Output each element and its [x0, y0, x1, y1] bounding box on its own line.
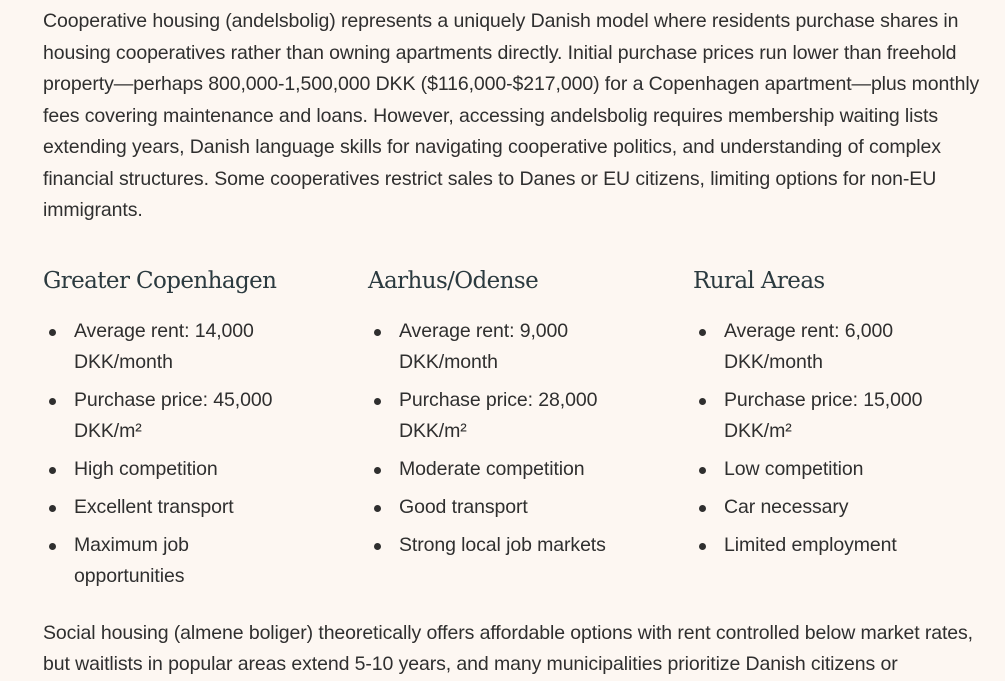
region-list — [693, 316, 1005, 561]
list-item-text: Average rent: 9,000 DKK/month — [399, 319, 569, 373]
bullet-icon — [699, 505, 706, 512]
region-list — [368, 316, 693, 561]
bullet-icon — [49, 467, 56, 474]
list-item — [368, 454, 629, 485]
list-item — [43, 316, 304, 378]
list-item-text: Maximum job opportunities — [74, 533, 189, 587]
bullet-icon — [374, 398, 381, 405]
bullet-icon — [699, 467, 706, 474]
list-item-text: Excellent transport — [74, 495, 234, 518]
list-item-text: Moderate competition — [399, 457, 585, 480]
list-item — [693, 454, 954, 485]
bullet-icon — [699, 329, 706, 336]
closing-paragraph: Social housing (almene boliger) theoretically offers affordable options with rent controlled below market rates, but waitlists in popular areas extend 5-10 years, and many municipalities prioritize Danish citizens or — [43, 621, 973, 675]
bullet-icon — [699, 398, 706, 405]
region-comparison — [43, 266, 983, 599]
list-item — [43, 454, 304, 485]
list-item-text: Purchase price: 15,000 DKK/m² — [724, 388, 923, 442]
bullet-icon — [49, 505, 56, 512]
list-item-text: Car necessary — [724, 495, 849, 518]
list-item — [368, 316, 629, 378]
list-item-text: Purchase price: 28,000 DKK/m² — [399, 388, 598, 442]
intro-paragraph: Cooperative housing (andelsbolig) represents a uniquely Danish model where residents purchase shares in housing cooperatives rather than owning apartments directly. Initial purchase prices run lower than freehold property—perhaps 800,000-1,500,000 DKK ($116,000-$217,000) for a Copenhagen apartment—plus monthly fees covering maintenance and loans. However, accessing andelsbolig requires membership waiting lists extending years, Danish language skills for navigating cooperative politics, and understanding of complex financial structures. Some cooperatives restrict sales to Danes or EU citizens, limiting options for non-EU immigrants. — [43, 10, 980, 221]
region-list — [43, 316, 368, 592]
list-item-text: High competition — [74, 457, 218, 480]
region-title: Greater Copenhagen — [43, 267, 277, 294]
region-column-rural — [693, 266, 1005, 599]
bullet-icon — [374, 543, 381, 550]
list-item — [43, 385, 304, 447]
list-item-text: Low competition — [724, 457, 864, 480]
bullet-icon — [699, 543, 706, 550]
list-item-text: Strong local job markets — [399, 533, 606, 556]
bullet-icon — [374, 467, 381, 474]
article-body — [43, 6, 983, 681]
list-item — [693, 492, 954, 523]
list-item — [693, 530, 954, 561]
list-item — [368, 530, 629, 561]
list-item-text: Average rent: 6,000 DKK/month — [724, 319, 894, 373]
list-item-text: Purchase price: 45,000 DKK/m² — [74, 388, 273, 442]
list-item — [693, 316, 954, 378]
region-column-copenhagen — [43, 266, 368, 599]
bullet-icon — [49, 329, 56, 336]
list-item — [693, 385, 954, 447]
region-title: Rural Areas — [693, 267, 825, 294]
list-item — [368, 385, 629, 447]
bullet-icon — [49, 398, 56, 405]
region-column-aarhus-odense — [368, 266, 693, 599]
list-item-text: Good transport — [399, 495, 528, 518]
list-item — [43, 492, 304, 523]
list-item-text: Limited employment — [724, 533, 897, 556]
bullet-icon — [374, 329, 381, 336]
list-item-text: Average rent: 14,000 DKK/month — [74, 319, 254, 373]
bullet-icon — [49, 543, 56, 550]
list-item — [43, 530, 304, 592]
region-title: Aarhus/Odense — [368, 267, 539, 294]
bullet-icon — [374, 505, 381, 512]
list-item — [368, 492, 629, 523]
